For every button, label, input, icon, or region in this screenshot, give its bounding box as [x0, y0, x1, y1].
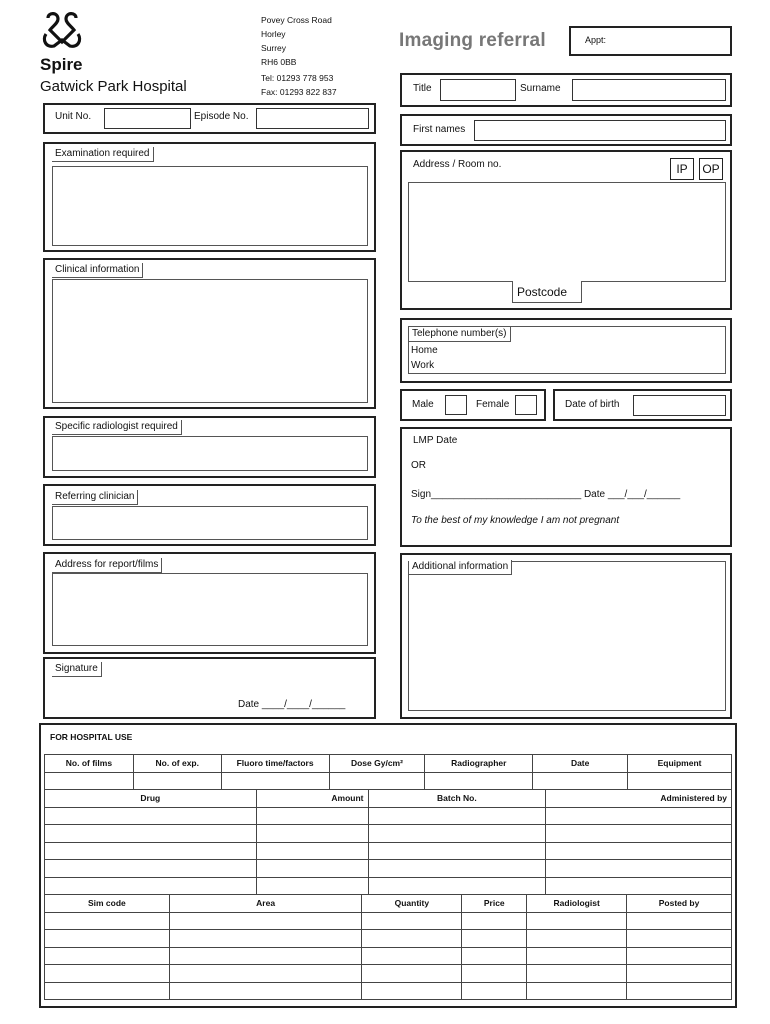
header-radiologist: Radiologist	[527, 895, 627, 913]
address-room-box	[400, 150, 732, 310]
table-row[interactable]	[45, 825, 732, 843]
signature-box[interactable]	[43, 657, 376, 719]
header-equipment: Equipment	[628, 755, 732, 773]
header-price: Price	[462, 895, 527, 913]
referring-field[interactable]	[52, 506, 368, 540]
address-room-field[interactable]	[408, 182, 726, 282]
unit-no-field[interactable]	[104, 108, 191, 129]
clinical-field[interactable]	[52, 279, 368, 403]
sim-table	[44, 894, 732, 1000]
header-amount: Amount	[256, 790, 368, 808]
appt-label: Appt:	[585, 35, 607, 45]
table-row[interactable]	[45, 877, 732, 895]
table-row[interactable]	[45, 912, 732, 930]
address-line-4: RH6 0BB	[261, 57, 297, 67]
header-posted-by: Posted by	[627, 895, 732, 913]
referring-label: Referring clinician	[52, 490, 138, 505]
not-pregnant-statement: To the best of my knowledge I am not pregnant	[411, 515, 620, 526]
sign-line[interactable]: Sign___________________________ Date ___/___/______	[411, 489, 681, 500]
episode-no-label: Episode No.	[194, 111, 249, 122]
female-label: Female	[476, 399, 510, 410]
header-drug: Drug	[45, 790, 257, 808]
table-row[interactable]	[45, 860, 732, 878]
address-room-label: Address / Room no.	[413, 159, 502, 170]
title-label: Title	[413, 83, 432, 94]
header-batch: Batch No.	[368, 790, 546, 808]
form-title: Imaging referral	[399, 30, 546, 51]
table-row[interactable]	[45, 930, 732, 948]
additional-box	[400, 553, 732, 719]
signature-label: Signature	[52, 662, 102, 677]
telephone-box	[400, 318, 732, 383]
title-surname-box	[400, 73, 732, 107]
table-row[interactable]	[45, 965, 732, 983]
films-table	[44, 754, 732, 790]
table-row[interactable]	[45, 947, 732, 965]
drug-header-row	[45, 790, 732, 808]
table-row[interactable]	[45, 772, 732, 790]
spire-logo-icon	[40, 10, 84, 54]
header-quantity: Quantity	[362, 895, 462, 913]
fax: Fax: 01293 822 837	[261, 87, 337, 97]
postcode-label: Postcode	[517, 285, 568, 299]
address-line-3: Surrey	[261, 43, 287, 53]
hospital-use-heading: FOR HOSPITAL USE	[50, 732, 133, 742]
address-line-1: Povey Cross Road	[261, 15, 332, 25]
header-area: Area	[169, 895, 362, 913]
address-report-box	[43, 552, 376, 654]
address-report-field[interactable]	[52, 573, 368, 646]
clinical-box	[43, 258, 376, 409]
drug-table	[44, 789, 732, 895]
examination-field[interactable]	[52, 166, 368, 246]
films-header-row	[45, 755, 732, 773]
address-report-label: Address for report/films	[52, 558, 162, 573]
header-dose: Dose Gy/cm²	[329, 755, 425, 773]
brand-name: Spire	[40, 55, 83, 74]
first-names-label: First names	[413, 124, 466, 135]
female-checkbox[interactable]	[515, 395, 537, 415]
first-names-box	[400, 114, 732, 146]
male-checkbox[interactable]	[445, 395, 467, 415]
surname-field[interactable]	[572, 79, 726, 101]
dob-box	[553, 389, 732, 421]
lmp-box	[400, 427, 732, 547]
signature-date: Date ____/____/______	[238, 699, 346, 710]
address-line-2: Horley	[261, 29, 286, 39]
or-label: OR	[411, 460, 426, 471]
table-row[interactable]	[45, 842, 732, 860]
home-label: Home	[411, 345, 438, 356]
tel: Tel: 01293 778 953	[261, 73, 334, 83]
ip-checkbox[interactable]: IP	[670, 158, 694, 180]
table-row[interactable]	[45, 807, 732, 825]
header-fluoro: Fluoro time/factors	[221, 755, 329, 773]
additional-label: Additional information	[409, 560, 512, 575]
header-no-of-films: No. of films	[45, 755, 134, 773]
header-date: Date	[533, 755, 628, 773]
hospital-name: Gatwick Park Hospital	[40, 78, 187, 95]
examination-label: Examination required	[52, 147, 154, 162]
header-administered: Administered by	[546, 790, 732, 808]
radiologist-box	[43, 416, 376, 478]
title-field[interactable]	[440, 79, 516, 101]
radiologist-field[interactable]	[52, 436, 368, 471]
first-names-field[interactable]	[474, 120, 726, 141]
sim-header-row	[45, 895, 732, 913]
clinical-label: Clinical information	[52, 263, 143, 278]
additional-field[interactable]	[408, 561, 726, 711]
table-row[interactable]	[45, 982, 732, 1000]
dob-label: Date of birth	[565, 399, 620, 410]
lmp-label: LMP Date	[413, 435, 458, 446]
male-label: Male	[412, 399, 434, 410]
radiologist-label: Specific radiologist required	[52, 420, 182, 435]
sex-box	[400, 389, 546, 421]
header-sim-code: Sim code	[45, 895, 170, 913]
telephone-label: Telephone number(s)	[409, 327, 511, 342]
surname-label: Surname	[520, 83, 561, 94]
unit-no-label: Unit No.	[55, 111, 92, 122]
work-label: Work	[411, 360, 435, 371]
unit-episode-box	[43, 103, 376, 134]
header-radiographer: Radiographer	[425, 755, 533, 773]
op-checkbox[interactable]: OP	[699, 158, 723, 180]
appt-field[interactable]	[569, 26, 732, 56]
episode-no-field[interactable]	[256, 108, 369, 129]
dob-field[interactable]	[633, 395, 726, 416]
examination-box	[43, 142, 376, 252]
header-no-of-exp: No. of exp.	[133, 755, 221, 773]
referring-box	[43, 484, 376, 546]
